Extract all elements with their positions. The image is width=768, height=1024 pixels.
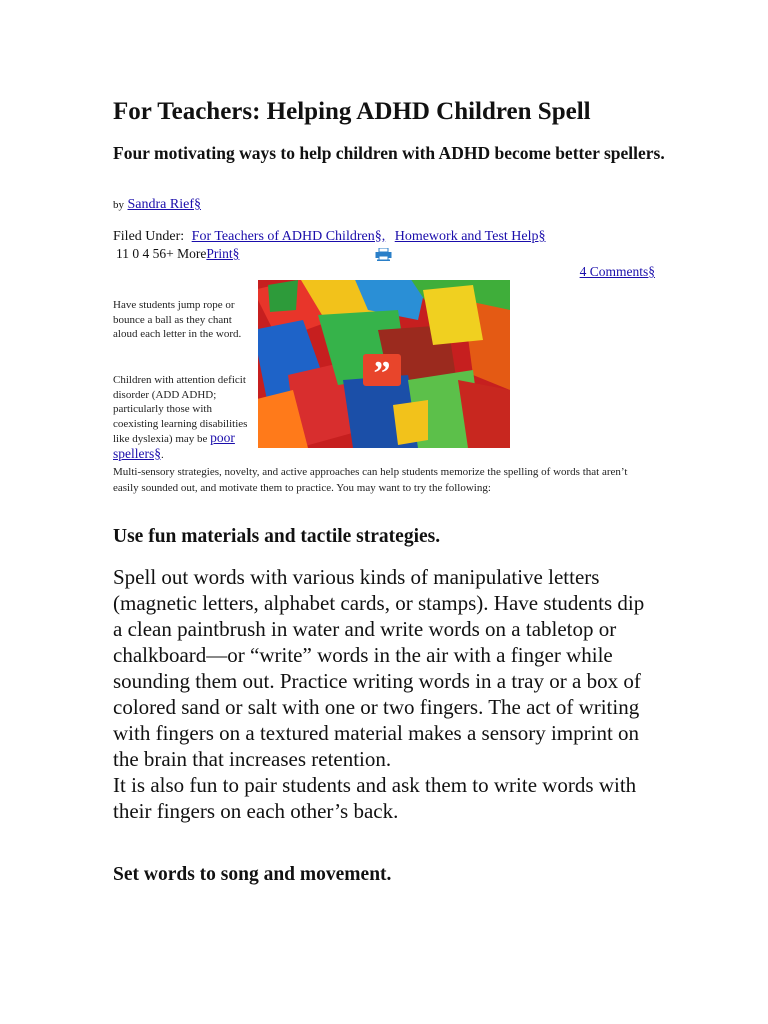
byline-prefix: by [113,199,124,211]
comments-link[interactable] [580,264,655,280]
article-subtitle: Four motivating ways to help children with ADHD become better spellers. [113,143,665,163]
sidebar-intro [113,373,255,462]
filed-under [113,229,546,245]
poor-spellers-link[interactable]: poor spellers§ [113,430,235,461]
sidebar-pull-quote: Have students jump rope or bounce a ball as they chant aloud each letter in the word. [113,299,242,340]
svg-text:”: ” [373,355,391,392]
category-link-teachers[interactable]: For Teachers of ADHD Children§, [191,229,386,244]
foam-letters-photo [258,280,510,448]
comments-link-label[interactable]: 4 Comments§ [579,264,655,279]
article-title: For Teachers: Helping ADHD Children Spell [113,98,591,125]
share-counts[interactable]: 11 0 4 56+ More [116,246,207,261]
print-link[interactable]: Print§ [206,246,240,261]
share-bar [116,246,239,262]
printer-icon[interactable] [375,248,392,261]
sidebar-intro-tail: . [161,448,164,461]
sidebar-intro-text: Children with attention deficit disorder (ADD ADHD; particularly those with coexisting learning disabilities like dyslexia) may be [113,374,248,445]
paragraph: It is also fun to pair students and ask them to write words with their fingers on each other’s back. [113,773,637,823]
intro-paragraph: Multi-sensory strategies, novelty, and active approaches can help students memorize the spelling of words that aren’t easily sounded out, and motivate them to practice. You may want to try the following: [113,466,628,494]
section-heading-song: Set words to song and movement. [113,864,392,885]
section-heading-tactile: Use fun materials and tactile strategies. [113,526,441,547]
section-body-tactile [113,564,658,824]
category-link-homework[interactable]: Homework and Test Help§ [394,229,546,244]
byline [113,197,201,213]
paragraph: Spell out words with various kinds of manipulative letters (magnetic letters, alphabet cards, or stamps). Have students dip a clean paintbrush in water and write words on a tabletop or chalkboard—or “write” words in the air with a finger while sounding them out. Practice writing words in a tray or a box of colored sand or salt with one or two fingers. The act of writing with fingers on a textured material makes a sensory imprint on the brain that increases retention. [113,565,645,771]
filed-under-label: Filed Under: [113,229,185,244]
author-link[interactable]: Sandra Rief§ [127,197,201,212]
